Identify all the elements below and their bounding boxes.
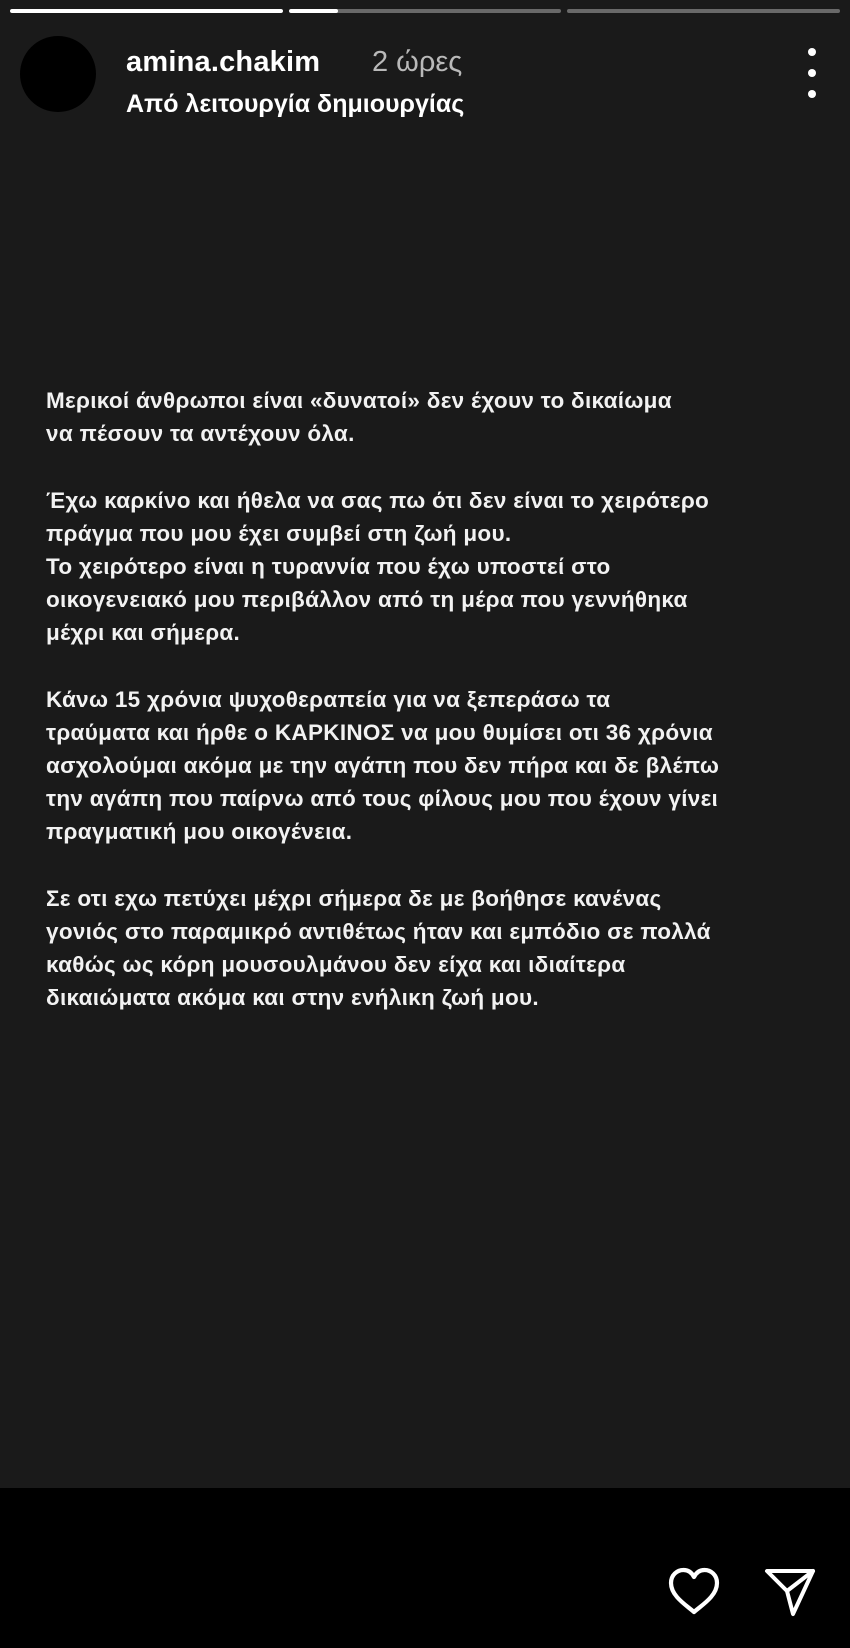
- heart-icon: [664, 1562, 724, 1622]
- text-line: δικαιώματα ακόμα και στην ενήλικη ζωή μου.: [46, 985, 539, 1010]
- time-ago: 2 ώρες: [372, 46, 463, 78]
- more-vertical-icon: [808, 90, 816, 98]
- story-header: [20, 34, 830, 118]
- text-line: γονιός στο παραμικρό αντιθέτως ήταν και εμπόδιο σε πολλά: [46, 919, 711, 944]
- text-line: Το χειρότερο είναι η τυραννία που έχω υποστεί στο: [46, 554, 611, 579]
- text-line: μέχρι και σήμερα.: [46, 620, 241, 645]
- send-icon: [760, 1562, 820, 1622]
- progress-fill: [289, 9, 338, 13]
- text-line: πραγματική μου οικογένεια.: [46, 819, 353, 844]
- text-line: Μερικοί άνθρωποι είναι «δυνατοί» δεν έχουν το δικαίωμα: [46, 388, 672, 413]
- progress-segment: [567, 9, 840, 13]
- story-footer: [0, 1488, 850, 1648]
- progress-fill: [10, 9, 283, 13]
- more-vertical-icon: [808, 69, 816, 77]
- text-line: Έχω καρκίνο και ήθελα να σας πω ότι δεν είναι το χειρότερο: [46, 488, 710, 513]
- story-subtitle[interactable]: Από λειτουργία δημιουργίας: [126, 90, 465, 118]
- send-button[interactable]: [760, 1562, 820, 1622]
- text-line: να πέσουν τα αντέχουν όλα.: [46, 421, 355, 446]
- progress-segment: [10, 9, 283, 13]
- text-line: ασχολούμαι ακόμα με την αγάπη που δεν πήρα και δε βλέπω: [46, 753, 720, 778]
- like-button[interactable]: [664, 1562, 724, 1622]
- story-paragraph: [46, 484, 826, 649]
- avatar[interactable]: [20, 36, 96, 112]
- story-paragraph: [46, 384, 826, 450]
- text-line: Σε οτι εχω πετύχει μέχρι σήμερα δε με βοήθησε κανένας: [46, 886, 662, 911]
- username[interactable]: amina.chakim: [126, 46, 321, 78]
- more-vertical-icon: [808, 48, 816, 56]
- story-paragraph: [46, 683, 826, 848]
- text-line: καθώς ως κόρη μουσουλμάνου δεν είχα και ιδιαίτερα: [46, 952, 626, 977]
- more-options-button[interactable]: [798, 48, 826, 98]
- story-progress: [10, 9, 840, 13]
- progress-segment: [289, 9, 562, 13]
- story-text: [46, 384, 826, 1048]
- text-line: πράγμα που μου έχει συμβεί στη ζωή μου.: [46, 521, 512, 546]
- story-paragraph: [46, 882, 826, 1014]
- text-line: τραύματα και ήρθε ο ΚΑΡΚΙΝΟΣ να μου θυμίσει οτι 36 χρόνια: [46, 720, 713, 745]
- text-line: την αγάπη που παίρνω από τους φίλους μου που έχουν γίνει: [46, 786, 719, 811]
- text-line: Κάνω 15 χρόνια ψυχοθεραπεία για να ξεπεράσω τα: [46, 687, 611, 712]
- text-line: οικογενειακό μου περιβάλλον από τη μέρα που γεννήθηκα: [46, 587, 688, 612]
